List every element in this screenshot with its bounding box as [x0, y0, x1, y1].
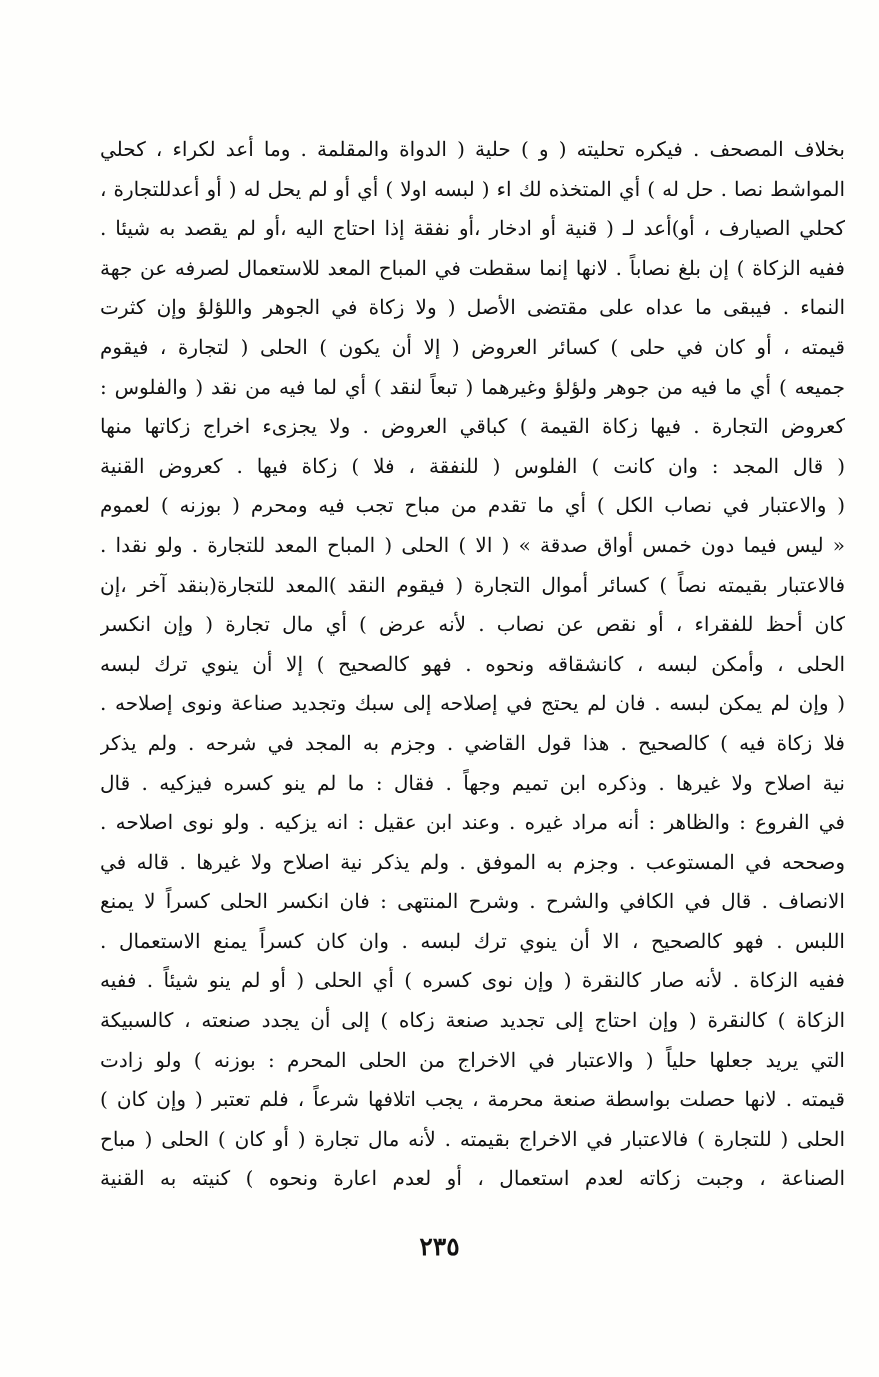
text-line: فلا زكاة فيه ) كالصحيح . هذا قول القاضي . وجزم به المجد في شرحه . ولم يذكر [100, 730, 845, 755]
text-line: النماء . فيبقى ما عداه على مقتضى الأصل ( ولا زكاة في الجوهر واللؤلؤ وإن كثرت [100, 295, 845, 320]
text-line: الانصاف . قال في الكافي والشرح . وشرح المنتهى : فان انكسر الحلى كسراً لا يمنع [100, 889, 845, 914]
text-line: الحلى ، وأمكن لبسه ، كانشقاقه ونحوه . فهو كالصحيح ) إلا أن ينوي ترك لبسه [100, 651, 845, 676]
page-number: ٢٣٥ [419, 1232, 460, 1261]
text-line: الزكاة ) كالنقرة ( وإن احتاج إلى تجديد صنعة زكاه ) إلى أن يجدد صنعته ، كالسبيكة [100, 1008, 845, 1033]
text-line: ( والاعتبار في نصاب الكل ) أي ما تقدم من مباح تجب فيه ومحرم ( بوزنه ) لعموم [100, 493, 845, 518]
text-line: فالاعتبار بقيمته نصاً ) كسائر أموال التجارة ( فيقوم النقد )المعد للتجارة(بنقد آخر ،إن [100, 572, 845, 597]
text-line: قيمته ، أو كان في حلى ) كسائر العروض ( إلا أن يكون ) الحلى ( لتجارة ، فيقوم [100, 334, 845, 359]
text-line: الحلى ( للتجارة ) فالاعتبار في الاخراج بقيمته . لأنه مال تجارة ( أو كان ) الحلى ( مباح [100, 1126, 845, 1151]
body-text [100, 130, 845, 1199]
text-line: نية اصلاح ولا غيرها . وذكره ابن تميم وجهاً . فقال : ما لم ينو كسره فيزكيه . قال [100, 770, 845, 795]
text-line: اللبس . فهو كالصحيح ، الا أن ينوي ترك لبسه . وان كان كسراً يمنع الاستعمال . [100, 928, 845, 953]
text-line: في الفروع : والظاهر : أنه مراد غيره . وعند ابن عقيل : انه يزكيه . ولو نوى اصلاحه . [100, 810, 845, 835]
text-line: وصححه في المستوعب . وجزم به الموفق . ولم يذكر نية اصلاح ولا غيرها . قاله في [100, 849, 845, 874]
text-line: المواشط نصا . حل له ) أي المتخذه لك اء ( لبسه اولا ) أي أو لم يحل له ( أو أعدللتجارة ، [100, 176, 845, 201]
text-line: التي يريد جعلها حلياً ( والاعتبار في الاخراج من الحلى المحرم : بوزنه ) ولو زادت [100, 1047, 845, 1072]
text-line: كحلي الصيارف ، أو)أعد لـ ( قنية أو ادخار ،أو نفقة إذا احتاج اليه ،أو لم يقصد به شيئا . [100, 216, 845, 241]
text-line: ففيه الزكاة . لأنه صار كالنقرة ( وإن نوى كسره ) أي الحلى ( أو لم ينو شيئاً . ففيه [100, 968, 845, 993]
text-line: ( قال المجد : وان كانت ) الفلوس ( للنفقة ، فلا ) زكاة فيها . كعروض القنية [100, 453, 845, 478]
text-line: جميعه ) أي ما فيه من جوهر ولؤلؤ وغيرهما ( تبعاً لنقد ) أي لما فيه من نقد ( والفلوس : [100, 374, 845, 399]
text-line: كعروض التجارة . فيها زكاة القيمة ) كباقي العروض . ولا يجزىء اخراج زكاتها منها [100, 414, 845, 439]
text-line: كان أحظ للفقراء ، أو نقص عن نصاب . لأنه عرض ) أي مال تجارة ( وإن انكسر [100, 612, 845, 637]
text-line: قيمته . لانها حصلت بواسطة صنعة محرمة ، يجب اتلافها شرعاً ، فلم تعتبر ( وإن كان ) [100, 1087, 845, 1112]
text-line: ( وإن لم يمكن لبسه . فان لم يحتج في إصلاحه إلى سبك وتجديد صناعة ونوى إصلاحه . [100, 691, 845, 716]
text-line: الصناعة ، وجبت زكاته لعدم استعمال ، أو لعدم اعارة ونحوه ) كنيته به القنية [100, 1166, 845, 1191]
text-line: « ليس فيما دون خمس أواق صدقة » ( الا ) الحلى ( المباح المعد للتجارة . ولو نقدا . [100, 532, 845, 557]
text-line: ففيه الزكاة ) إن بلغ نصاباً . لانها إنما سقطت في المباح المعد للاستعمال لصرفه عن جهة [100, 255, 845, 280]
text-line: بخلاف المصحف . فيكره تحليته ( و ) حلية ( الدواة والمقلمة . وما أعد لكراء ، كحلي [100, 137, 845, 161]
